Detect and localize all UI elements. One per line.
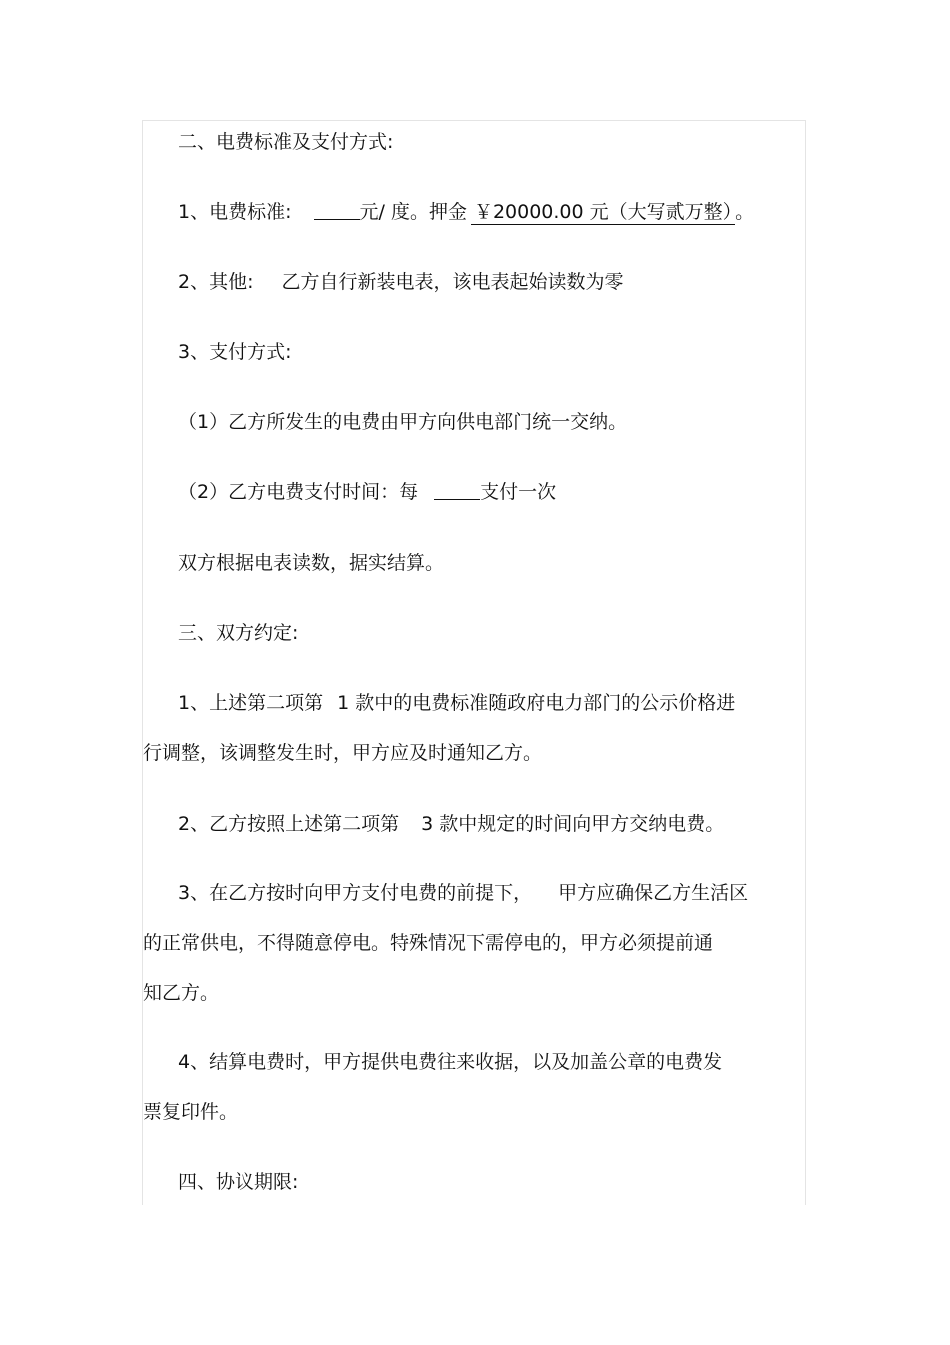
- agreement-3-line-1: [178, 881, 748, 905]
- section-2-heading: 二、电费标准及支付方式:: [178, 131, 394, 153]
- rate-blank: [314, 201, 360, 220]
- item-3-payment-method: 3、支付方式:: [178, 341, 292, 363]
- item-1-electricity-rate: [178, 200, 754, 224]
- agreement-2-a: 2、乙方按照上述第二项第: [178, 813, 400, 835]
- item-1-label: 1、电费标准:: [178, 201, 292, 223]
- deposit-amount: ￥20000.00 元（大写贰万整）: [471, 201, 735, 225]
- agreement-3-b: 甲方应确保乙方生活区: [558, 882, 749, 904]
- item-1-end: 。: [735, 201, 755, 223]
- item-2-text: 乙方自行新装电表，该电表起始读数为零: [281, 271, 624, 293]
- agreement-2-b: 3 款中规定的时间向甲方交纳电费。: [421, 813, 725, 835]
- payment-clause-2-b: 支付一次: [480, 481, 557, 503]
- agreement-3-line-3: 知乙方。: [143, 982, 220, 1004]
- agreement-1-b: 1 款中的电费标准随政府电力部门的公示价格进: [337, 692, 736, 714]
- payment-period-blank: [434, 481, 480, 500]
- agreement-2: [178, 812, 724, 836]
- agreement-3-line-2: 的正常供电，不得随意停电。特殊情况下需停电的，甲方必须提前通: [143, 932, 714, 954]
- agreement-4-line-2: 票复印件。: [143, 1101, 239, 1123]
- rate-unit: 元/ 度。押金: [359, 201, 467, 223]
- item-2-label: 2、其他:: [178, 271, 254, 293]
- agreement-1-line-1: [178, 691, 735, 715]
- agreement-3-a: 3、在乙方按时向甲方支付电费的前提下，: [178, 882, 533, 904]
- payment-clause-2-a: （2）乙方电费支付时间：每: [178, 481, 419, 503]
- section-4-heading: 四、协议期限:: [178, 1171, 299, 1193]
- agreement-1-line-2: 行调整，该调整发生时，甲方应及时通知乙方。: [143, 742, 543, 764]
- agreement-4-line-1: 4、结算电费时，甲方提供电费往来收据，以及加盖公章的电费发: [178, 1051, 723, 1073]
- payment-clause-1: （1）乙方所发生的电费由甲方向供电部门统一交纳。: [178, 411, 628, 433]
- agreement-1-a: 1、上述第二项第: [178, 692, 324, 714]
- section-3-heading: 三、双方约定:: [178, 622, 299, 644]
- payment-clause-2: [178, 480, 556, 504]
- settlement-text: 双方根据电表读数，据实结算。: [178, 552, 445, 574]
- item-2-other: [178, 270, 624, 294]
